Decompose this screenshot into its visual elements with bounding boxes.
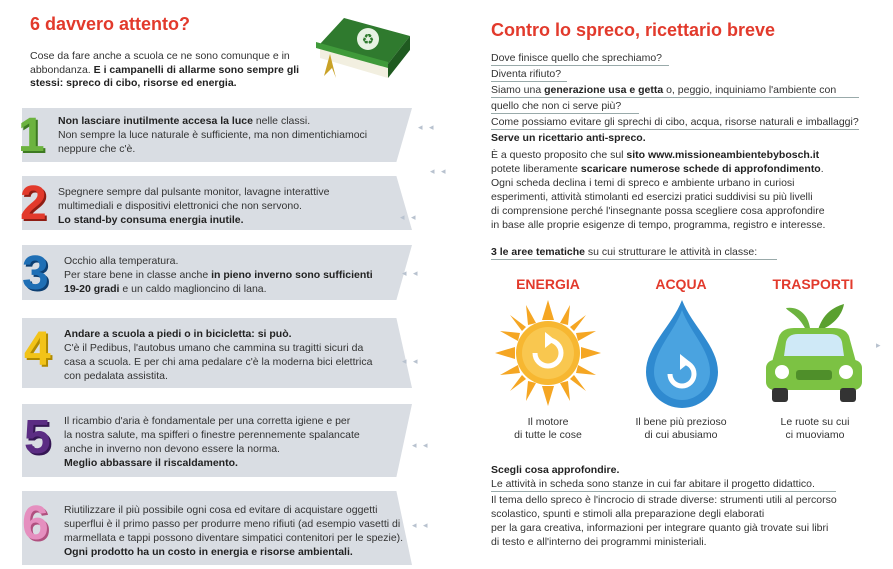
area-title-acqua: ACQUA [655, 276, 707, 292]
tip-text-5 [64, 414, 360, 470]
tip3-line3-bold: 19-20 gradi [64, 283, 120, 295]
tip-number-5: 5 [24, 411, 51, 464]
tip-text-4 [64, 327, 372, 383]
tip1-line2: Non sempre la luce naturale è sufficiente, ma non dimentichiamoci [58, 129, 368, 141]
tip5-line4-bold: Meglio abbassare il riscaldamento. [64, 457, 238, 469]
tip6-line1: Riutilizzare il più possibile ogni cosa ed evitare di acquistare oggetti [64, 504, 378, 516]
tip6-line3: marmellata e tappi possono diventare simpatici contenitori per le spezie). [64, 532, 404, 544]
tip5-line1: Il ricambio d'aria è fondamentale per una corretta igiene e per [64, 415, 351, 427]
tip4-line1-bold: Andare a scuola a piedi o in bicicletta: si può. [64, 328, 292, 340]
question-6-bold: Serve un ricettario anti-spreco. [491, 132, 646, 144]
arrow-trail-icon: ◂ ◂ [412, 520, 430, 530]
trasporti-cap1: Le ruote su cui [780, 416, 850, 428]
tip-text-3 [64, 254, 373, 296]
question-4: quello che non ci serve più? [491, 99, 639, 114]
intro-plain: Cose da fare anche a scuola ce ne sono comunque e in abbondanza. [30, 50, 290, 76]
arrow-trail-icon: ◂ ◂ [402, 356, 420, 366]
energia-cap2: di tutte le cose [514, 429, 582, 441]
tip4-line3: casa a scuola. E per chi ama pedalare c'è la moderna bici elettrica [64, 356, 373, 368]
tip4-line2: C'è il Pedibus, l'autobus umano che cammina su tragitti sicuri da [64, 342, 364, 354]
svg-text:♻: ♻ [361, 32, 375, 48]
question-2: Diventa rifiuto? [491, 67, 567, 82]
tip-text-2 [58, 185, 329, 227]
tip4-line4: con pedalata assistita. [64, 370, 168, 382]
areas-rest: su cui strutturare le attività in classe: [584, 246, 758, 258]
tip2-line3-bold: Lo stand-by consuma energia inutile. [58, 214, 244, 226]
left-title: 6 davvero attento? [30, 14, 191, 34]
p2-bold: scaricare numerose schede di approfondimento [580, 163, 821, 175]
arrow-trail-icon: ◂ ◂ [402, 268, 420, 278]
water-drop-icon [640, 296, 724, 410]
question-3 [491, 83, 859, 98]
tip5-line3: anche in inverno non devono essere la norma. [64, 443, 280, 455]
q3-bold: generazione usa e getta [544, 84, 664, 96]
choose-line-5: di testo e all'interno dei programmi ministeriali. [491, 536, 707, 548]
trasporti-cap2: ci muoviamo [785, 429, 845, 441]
area-title-trasporti: TRASPORTI [772, 276, 854, 292]
question-5: Come possiamo evitare gli sprechi di cibo, acqua, risorse naturali e imballaggi? [491, 116, 859, 128]
tip2-line1: Spegnere sempre dal pulsante monitor, lavagne interattive [58, 186, 330, 198]
tip5-line2: la nostra salute, ma spifferi o finestre perennemente spalancate [64, 429, 360, 441]
acqua-cap2: di cui abusiamo [644, 429, 718, 441]
tip-number-6: 6 [22, 497, 49, 550]
tip3-line1: Occhio alla temperatura. [64, 255, 179, 267]
tip3-line3-rest: e un caldo maglioncino di lana. [119, 283, 267, 295]
website-block [491, 148, 825, 232]
tip6-line2: superflui è il primo passo per produrre meno rifiuti (ad esempio vasetti di [64, 518, 401, 530]
question-1: Dove finisce quello che sprechiamo? [491, 51, 669, 66]
p3: Ogni scheda declina i temi di spreco e ambiente urbano in curiosi [491, 177, 795, 189]
p4: esperimenti, attività stimolanti ed esercizi pratici suddivisi su più livelli [491, 191, 813, 203]
right-title: Contro lo spreco, ricettario breve [491, 20, 776, 40]
questions-block [491, 51, 859, 145]
p2-a: potete liberamente [491, 163, 581, 175]
choose-line-4: per la gara creativa, informazioni per integrare quanto già trovate sui libri [491, 522, 829, 534]
tip-text-6 [64, 503, 403, 559]
book-icon [310, 6, 422, 86]
tip1-line1-bold: Non lasciare inutilmente accesa la luce [58, 115, 253, 127]
tip3-line2-bold: in pieno inverno sono sufficienti [211, 269, 373, 281]
tip6-line4-bold: Ogni prodotto ha un costo in energia e risorse ambientali. [64, 546, 353, 558]
choose-block [491, 463, 837, 549]
p5: di comprensione perché l'insegnante possa scegliere cosa approfondire [491, 205, 825, 217]
sun-icon [493, 298, 603, 408]
tip3-line2-rest: Per stare bene in classe anche [64, 269, 212, 281]
choose-bold: Scegli cosa approfondire. [491, 464, 620, 476]
choose-line-1: Le attività in scheda sono stanze in cui far abitare il progetto didattico. [491, 477, 836, 492]
p6: in base alle proprie esigenze di tempo, programma, registro e interesse. [491, 219, 826, 231]
p1-bold: sito www.missioneambientebybosch.it [626, 149, 820, 161]
acqua-cap1: Il bene più prezioso [635, 416, 727, 428]
tip-text-1 [58, 114, 367, 156]
choose-line-3: scolastico, spunti e stimoli alla preparazione degli elaborati [491, 508, 765, 520]
tip2-line2: multimediali e dispositivi elettronici che non servono. [58, 200, 302, 212]
areas-bold: 3 le aree tematiche [491, 246, 585, 258]
area-caption-energia [488, 416, 608, 442]
tip-number-2: 2 [20, 177, 47, 230]
area-caption-trasporti [755, 416, 875, 442]
p1-a: È a questo proposito che sul [491, 149, 627, 161]
areas-heading [491, 245, 777, 261]
tip-number-3: 3 [22, 247, 49, 300]
arrow-trail-icon: ◂ ◂ [430, 166, 448, 176]
q3-a: Siamo una [491, 84, 545, 96]
arrow-trail-icon: ◂ ◂ [412, 440, 430, 450]
arrow-trail-icon: ◂ ◂ [418, 122, 436, 132]
intro-bold: E i campanelli di allarme sono sempre gli stessi: spreco di cibo, risorse ed energia. [30, 63, 300, 89]
arrow-trail-icon: ▸ [876, 340, 883, 350]
arrow-trail-icon: ◂ ◂ [400, 212, 418, 222]
tip-number-1: 1 [18, 109, 45, 162]
area-caption-acqua [621, 416, 741, 442]
energia-cap1: Il motore [527, 416, 569, 428]
tip-number-4: 4 [24, 323, 51, 376]
tip1-line1-rest: nelle classi. [252, 115, 311, 127]
area-title-energia: ENERGIA [516, 276, 580, 292]
intro-text [30, 50, 320, 91]
choose-line-2: Il tema dello spreco è l'incrocio di strade diverse: strumenti utili al percorso [491, 494, 837, 506]
q3-b: o, peggio, inquiniamo l'ambiente con [663, 84, 837, 96]
green-car-icon [758, 300, 870, 408]
tip1-line3: neppure che c'è. [58, 143, 136, 155]
p2-b: . [820, 163, 824, 175]
